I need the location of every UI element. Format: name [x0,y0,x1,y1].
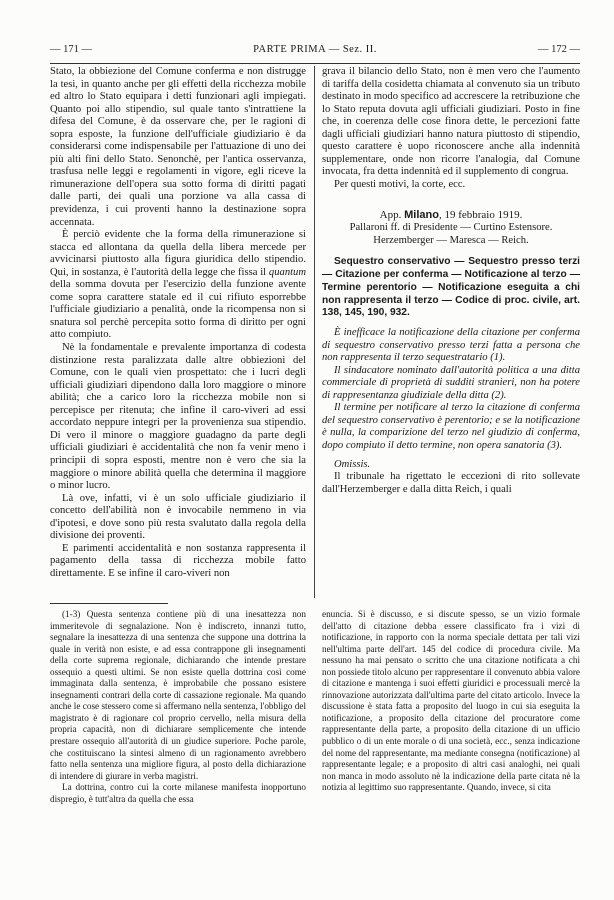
paragraph: Là ove, infatti, vi è un solo ufficiale giudiziario il concetto dell'abilità non è invocabile nemmeno in via d'ipotesi, e dove sono più resta svalutato dalla regola della divisione dei proventi. [50,492,306,542]
paragraph: Per questi motivi, la corte, ecc. [334,178,466,190]
paragraph: Stato, la obbiezione del Comune conferma e non distrugge la tesi, in quanto anche per gli effetti della ricchezza mobile ed altro lo Stato equipara i detti funzionari agli impiegati. Quanto poi allo stipendio, sul quale tanto s'intrattiene la difesa del Comune, è da osservare che, per le ragioni di sopra esposte, la funzione dell'ufficiale giudiziario è da considerarsi come indispensabile per l'attuazione di uno dei più alti fini dello Stato. Senonchè, per l'antica osservanza, trasfusa nelle leggi e regolamenti in vigore, egli riceve la rimunerazione dell'opera sua sotto forma di diritti pagati dalle parti, dei quali una porzione va alla cassa di previdenza, i cui proventi hanno la destinazione sopra accennata. [50,66,306,228]
case-summary: Sequestro conservativo — Sequestro presso terzi — Citazione per conferma — Notificazione al terzo — Termine perentorio — Notificazione eseguita a chi non rappresenta il terzo — Codice di proc. civile, art. 138, 145, 190, 932. [322,256,580,319]
omissis: Omissis. [334,458,371,470]
maxim: Il sindacatore nominato dall'autorità politica a una ditta commerciale di proprietà di sudditi stranieri, non ha potere di rappresentanza giudiziale della ditta (2). [322,364,580,401]
paragraph: Nè la fondamentale e prevalente importanza di codesta distinzione resta paralizzata dalle altre obbiezioni del Comune, con le quali vien prospettato: che i lucri degli ufficiali giudiziari dipendono dalla loro maggiore o minore abilità; che a carico loro la ricchezza mobile non si percepisce per ritenuta; che infine il caro-viveri ad essi accordato neppure integri per la provenienza sua stipendio. Di vero il minore o maggiore guadagno da parte degli ufficiali giudiziari è accidentalità che non fa venir meno i principii di sopra esposti, mentre non è vero che sia la maggiore o minore abilità quella che determina il maggiore o minor lucro. [50,342,306,492]
running-title: PARTE PRIMA — Sez. II. [253,44,377,55]
left-column [50,66,306,580]
case-heading: App. Milano, 19 febbraio 1919. [379,209,523,222]
paragraph: E parimenti accidentalità e non sostanza rappresenta il pagamento della tassa di ricchezza mobile fatto direttamente. E se infine il caro-viveri non [50,542,306,579]
column-divider [314,66,315,598]
footnote-paragraph: La dottrina, contro cui la corte milanese manifesta inopportuno dispregio, è tutt'altra da quella che essa [50,782,306,804]
paragraph: È perciò evidente che la forma della rimunerazione si stacca ed allontana da quella della libera mercede per avvicinarsi piuttosto alla figura giuridica dello stipendio. Qui, in sostanza, è l'autorità della legge che fissa il quantum della somma dovuta per l'esercizio della funzione avente come sopra carattere statale ed il cui rifiuto esporrebbe l'ufficiale giudiziario a penalità, onde la ricompensa non si snatura sol perchè percepita sotto forma di diritto per ogni atto compiuto. [50,229,306,341]
footnote-left [50,609,306,805]
footnote-paragraph: (1-3) Questa sentenza contiene più di una inesattezza non immeritevole di segnalazione. Non è indiscreto, innanzi tutto, segnalare la inesattezza di una sentenza che suppone una dottrina la quale in verità non esiste, e ad essa contrappone gli insegnamenti della corte suprema regionale, dichiarando che intende prestare ossequio a questi ultimi. Se non esiste quella dottrina così come immaginata dalla sentenza, è improbabile che possano esistere insegnamenti contrari della corte di cassazione regionale. Ma quando anche le cose stessero come si affermano nella sentenza, l'obbligo del magistrato è di ragionare col proprio cervello, nella misura della propria capacità, non di dichiarare semplicemente che intende prestare ossequio all'autorità di un giudice superiore. Poche parole, che costituiscano la sintesi almeno di un ragionamento avrebbero fatto nella sentenza una migliore figura, al posto della dichiarazione di intendere di giurare in verba magistri. [50,609,306,781]
paragraph: grava il bilancio dello Stato, non è men vero che l'aumento di tariffa della cosidetta chiamata al convenuto sia un tributo destinato in modo specifico ad accrescere la retribuzione che lo Stato reputa dovuta agli ufficiali giudiziari. Posto in fine che, in coerenza delle cose finora dette, le percezioni fatte dagli ufficiali giudiziari hanno natura piuttosto di stipendio, questo carattere è uopo riconoscere anche alla indennità supplementare, onde non ricorre l'analogia, dal Comune invocata, fra detta indennità ed il supplemento di congrua. [322,66,580,178]
running-header [50,44,580,60]
maxim: È inefficace la notificazione della citazione per conferma di sequestro conservativo presso terzi fatta a persona che non rappresenta il terzo sequestratario (1). [322,327,580,364]
paragraph: Il tribunale ha rigettato le eccezioni di rito sollevate dall'Herzemberger e dalla ditta Reich, i quali [322,471,580,495]
right-column [322,66,580,496]
header-rule [50,63,580,64]
page-number-left: — 171 — [50,44,92,55]
footnote-paragraph: enuncia. Si è discusso, e si discute spesso, se un vizio formale dell'atto di citazione debba essere classificato fra i vizi di notificazione, in rapporto con la norma speciale dettata per tali vizi nell'ultima parte dell'art. 145 del codice di procedura civile. Ma nessuno ha mai pensato o scritto che una citazione notificata a chi non possiede titolo alcuno per rappresentare il convenuto abbia valore di citazione e mantenga i suoi effetti giuridici e processuali mercè la rinnovazione autorizzata dall'ultima parte del citato articolo. Invece la discussione è stata fatta a proposito del luogo in cui sia eseguita la notificazione, a proposito della citazione del procuratore come rappresentante della parte, a proposito della citazione di un ufficio pubblico o di un ente morale o di una società, ecc., senza indicazione del nome del rappresentante, ma mediante consegna (notificazione) al rappresentante legale; e a proposito di altri casi analoghi, nei quali non manca in modo assoluto nè la indicazione della parte citata nè la notizia al legittimo suo rappresentante. Quando, invece, si cita [322,609,580,793]
judges: Pallaroni ff. di Presidente — Curtino Estensore. Herzemberger — Maresca — Reich. [349,222,553,246]
footnote-rule [50,603,168,604]
page-number-right: — 172 — [538,44,580,55]
footnote-right [322,609,580,794]
maxim: Il termine per notificare al terzo la citazione di conferma del sequestro conservativo è perentorio; e se la notificazione è nulla, la comparizione del terzo nel giudizio di conferma, dopo compiuto il detto termine, non opera sanatoria (3). [322,402,580,452]
